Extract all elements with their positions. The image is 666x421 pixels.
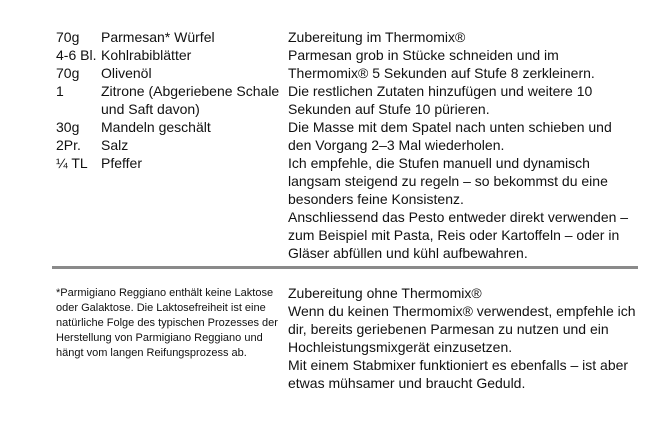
instruction-step: Die Masse mit dem Spatel nach unten schieben und den Vorgang 2–3 Mal wiederholen. [288, 119, 612, 153]
ingredient-quantity: ¼ TL [56, 155, 88, 171]
instruction-step: Ich empfehle, die Stufen manuell und dynamisch langsam steigend zu regeln – so bekommst du eine besonders feine Konsistenz. [288, 155, 608, 207]
instruction-step: Anschliessend das Pesto entweder direkt verwenden – zum Beispiel mit Pasta, Reis oder Kartoffeln – oder in Gläser abfüllen und kühl aufbewahren. [288, 209, 629, 261]
ingredient-row [56, 118, 281, 136]
no-thermomix-heading: Zubereitung ohne Thermomix® [288, 285, 482, 301]
ingredient-quantity: 1 [56, 83, 64, 99]
ingredient-name: Salz [101, 137, 129, 153]
no-thermomix-instructions [288, 284, 638, 392]
ingredient-list [56, 28, 281, 172]
ingredient-quantity: 2Pr. [56, 137, 81, 153]
section-divider [52, 266, 638, 269]
instruction-step: Die restlichen Zutaten hinzufügen und weitere 10 Sekunden auf Stufe 10 pürieren. [288, 83, 593, 117]
thermomix-instructions [288, 28, 638, 262]
ingredient-name: Mandeln geschält [101, 119, 211, 135]
ingredient-row [56, 28, 281, 46]
instruction-step: Parmesan grob in Stücke schneiden und im Thermomix® 5 Sekunden auf Stufe 8 zerkleinern. [288, 47, 595, 81]
ingredient-name: Parmesan* Würfel [101, 29, 215, 45]
ingredient-quantity: 70g [56, 29, 80, 45]
ingredient-name: Kohlrabiblätter [101, 47, 192, 63]
lactose-footnote: *Parmigiano Reggiano enthält keine Laktose oder Galaktose. Die Laktosefreiheit ist eine natürliche Folge des typischen Prozesses der Herstellung von Parmigiano Reggiano und hängt vom langen Reifungsprozess ab. [56, 287, 278, 359]
ingredient-quantity: 30g [56, 119, 80, 135]
thermomix-heading: Zubereitung im Thermomix® [288, 29, 466, 45]
ingredient-row [56, 82, 281, 118]
ingredient-quantity: 4-6 Bl. [56, 47, 97, 63]
ingredient-name: Zitrone (Abgeriebene Schale und Saft davon) [101, 83, 280, 117]
ingredient-row [56, 46, 281, 64]
ingredient-quantity: 70g [56, 65, 80, 81]
ingredient-row [56, 64, 281, 82]
ingredient-name: Pfeffer [101, 155, 142, 171]
instruction-step: Mit einem Stabmixer funktioniert es ebenfalls – ist aber etwas mühsamer und braucht Geduld. [288, 357, 629, 391]
ingredient-row [56, 136, 281, 154]
ingredient-name: Olivenöl [101, 65, 152, 81]
ingredient-row [56, 154, 281, 172]
instruction-step: Wenn du keinen Thermomix® verwendest, empfehle ich dir, bereits geriebenen Parmesan zu nutzen und ein Hochleistungsmixgerät einzusetzen. [288, 303, 636, 355]
